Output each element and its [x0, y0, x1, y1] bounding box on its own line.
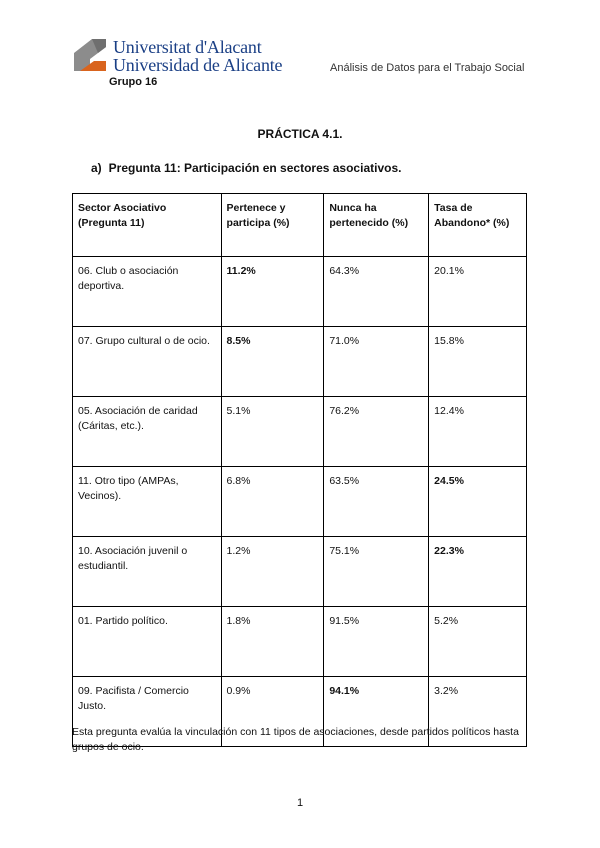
cell-sector: 06. Club o asociación deportiva. — [73, 257, 222, 327]
cell-participa: 11.2% — [221, 257, 324, 327]
cell-sector: 07. Grupo cultural o de ocio. — [73, 327, 222, 397]
cell-sector: 05. Asociación de caridad (Cáritas, etc.). — [73, 397, 222, 467]
cell-nunca: 63.5% — [324, 467, 429, 537]
cell-participa: 0.9% — [221, 677, 324, 747]
cell-abandono: 20.1% — [429, 257, 527, 327]
cell-abandono: 15.8% — [429, 327, 527, 397]
page-number: 1 — [296, 797, 304, 809]
cell-nunca: 64.3% — [324, 257, 429, 327]
course-title: Análisis de Datos para el Trabajo Social — [330, 62, 525, 74]
cell-nunca: 94.1% — [324, 677, 429, 747]
group-label: Grupo 16 — [109, 76, 158, 88]
cell-abandono: 24.5% — [429, 467, 527, 537]
practice-title: PRÁCTICA 4.1. — [257, 127, 343, 141]
header-nunca: Nunca ha pertenecido (%) — [324, 194, 429, 257]
question-heading — [91, 161, 401, 175]
explanatory-note: Esta pregunta evalúa la vinculación con 11 tipos de asociaciones, desde partidos políticos hasta grupos de ocio. — [72, 726, 519, 753]
cell-nunca: 76.2% — [324, 397, 429, 467]
cell-sector: 01. Partido político. — [73, 607, 222, 677]
cell-abandono: 3.2% — [429, 677, 527, 747]
cell-nunca: 71.0% — [324, 327, 429, 397]
table-row — [73, 397, 527, 467]
university-name-spanish: Universidad de Alicante — [113, 55, 283, 75]
cell-nunca: 75.1% — [324, 537, 429, 607]
cell-abandono: 5.2% — [429, 607, 527, 677]
header-sector: Sector Asociativo (Pregunta 11) — [73, 194, 222, 257]
cell-participa: 1.8% — [221, 607, 324, 677]
cell-participa: 1.2% — [221, 537, 324, 607]
header-abandono: Tasa de Abandono* (%) — [429, 194, 527, 257]
table-row — [73, 607, 527, 677]
cell-sector: 10. Asociación juvenil o estudiantil. — [73, 537, 222, 607]
header-participa: Pertenece y participa (%) — [221, 194, 324, 257]
cell-sector: 09. Pacifista / Comercio Justo. — [73, 677, 222, 747]
association-table — [72, 193, 527, 747]
table-row — [73, 257, 527, 327]
table-row — [73, 467, 527, 537]
table-row — [73, 537, 527, 607]
table-row — [73, 327, 527, 397]
cell-sector: 11. Otro tipo (AMPAs, Vecinos). — [73, 467, 222, 537]
cell-nunca: 91.5% — [324, 607, 429, 677]
question-letter: a) — [91, 161, 102, 175]
table-header-row — [73, 194, 527, 257]
university-logo — [72, 37, 108, 73]
cell-participa: 8.5% — [221, 327, 324, 397]
cell-abandono: 22.3% — [429, 537, 527, 607]
university-name-valencian: Universitat d'Alacant — [113, 37, 262, 57]
cell-participa: 6.8% — [221, 467, 324, 537]
cell-participa: 5.1% — [221, 397, 324, 467]
cell-abandono: 12.4% — [429, 397, 527, 467]
question-text: Pregunta 11: Participación en sectores asociativos. — [108, 161, 402, 175]
